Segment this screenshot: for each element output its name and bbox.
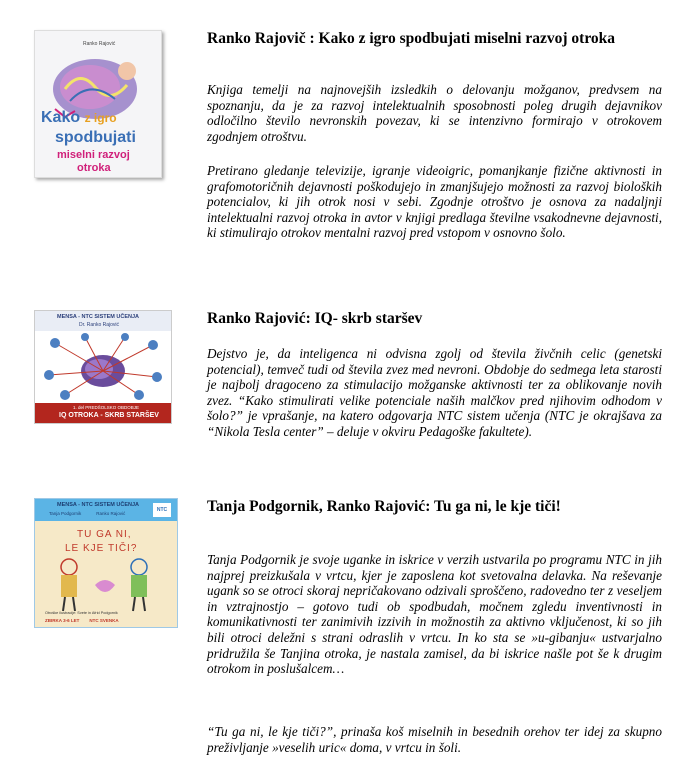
cover-z-igro: z igro bbox=[84, 111, 117, 125]
book-description: Knjiga temelji na najnovejših izsledkih o delovanju možganov, predvsem na spoznanju, da je za razvoj intelektualnih sposobnosti poleg drugih dejavnikov odločilno število nevronskih povezav, ki se intenzivno formirajo v otrokovem zgodnjem otroštvu. bbox=[207, 82, 662, 144]
cover-author: Ranko Rajović bbox=[83, 41, 116, 47]
book-title: Tanja Podgornik, Ranko Rajović: Tu ga ni, le kje tiči! bbox=[207, 498, 561, 515]
cover-title-line3: miselni razvoj bbox=[57, 149, 130, 161]
book-title: Ranko Rajovič : Kako z igro spodbujati miselni razvoj otroka bbox=[207, 30, 616, 47]
book-cover-image[interactable] bbox=[34, 310, 172, 424]
cover-title-line1 bbox=[41, 109, 117, 127]
book-description: Dejstvo je, da inteligenca ni odvisna zgolj od števila živčnih celic (genetski potencial), temveč tudi od števila zvez med nevroni. Obdobje do sedmega leta starosti je najbolj dragoceno za stimulacijo možganske aktivnosti ter za oblikovanje novih zvez. “Kako stimulirati velike potenciale naših malčkov pred njihovim odhodom v šolo?” je vprašanje, na katero odgovarja NTC sistem učenja (NTC je okrajšava za “Nikola Tesla center” – deluje v okviru Pedagoške fakultete). bbox=[207, 346, 662, 439]
book-title: Ranko Rajović: IQ- skrb staršev bbox=[207, 310, 423, 327]
ntc-logo: NTC bbox=[153, 503, 171, 517]
book-description: Tanja Podgornik je svoje uganke in iskrice v verzih ustvarila po programu NTC in jih najprej preizkušala v vrtcu, kjer je zaposlena kot svetovalna delavka. Na reševanje ugank so se otroci skoraj nepričakovano odzivali sproščeno, radovedno ter z veseljem in vztrajnostjo – gotovo tudi ob spodbudah, močnem zgledu inventivnosti in komunikativnosti ter zanimivih izzivih in možnostih za aktivno vključenost, ki so jih bili otroci deležni s strani odraslih v vrtcu. In ko sta se »u-gibanju« ustvarjalno pridružila še Tanjina otroka, je nastala zamisel, da bi iskrice našle pot še k drugim otrokom in poslušalcem… bbox=[207, 552, 662, 677]
cover-author: Dr. Ranko Rajović bbox=[79, 322, 120, 328]
cover-illustrators: Otroške ilustracije: Svete in Afrid Podgornik bbox=[45, 611, 118, 615]
book-entry bbox=[0, 490, 699, 769]
cover-series: MENSA - NTC SISTEM UČENJA bbox=[57, 314, 139, 320]
cover-series-footer: ZBIRKA 3-6 LET NTC SVENKA bbox=[45, 618, 119, 623]
cover-hand-title: TU GA NI, bbox=[77, 529, 132, 540]
cover-series: MENSA - NTC SISTEM UČENJA bbox=[57, 502, 139, 508]
cover-subtitle: 1. del PREDŠOLSKO OBDOBJE bbox=[73, 405, 140, 410]
cover-authors: Tanja Podgornik Ranko Rajović bbox=[49, 511, 126, 516]
children-drawing bbox=[35, 555, 177, 615]
cover-title-line2: spodbujati bbox=[55, 129, 136, 146]
cover-kako: Kako bbox=[41, 109, 81, 126]
book-cover-image[interactable] bbox=[34, 30, 162, 178]
book-entry bbox=[0, 300, 699, 470]
book-description: “Tu ga ni, le kje tiči?”, prinaša koš miselnih in besednih orehov ter idej za skupno preživljanje »veselih uric« doma, v vrtcu in šoli. bbox=[207, 724, 662, 755]
cover-hand-title: LE KJE TIČI? bbox=[65, 543, 138, 554]
book-cover-image[interactable] bbox=[34, 498, 178, 628]
book-entry bbox=[0, 0, 699, 290]
brain-illustration bbox=[35, 331, 171, 401]
cover-title-line4: otroka bbox=[77, 162, 111, 174]
cover-title: IQ OTROKA - SKRB STARŠEV bbox=[59, 412, 159, 419]
book-description: Pretirano gledanje televizije, igranje videoigric, pomanjkanje fizične aktivnosti in grafomotoričnih dejavnosti poškodujejo in zmanjšujejo možnosti za razvoj bioloških potencialov, ki jih otrok nosi v sebi. Zgodnje otroštvo je osnova za nadaljnji intelektualni razvoj otroka in avtor v knjigi predlaga številne vsakodnevne dejavnosti, ki stimulirajo otrokov mentalni razvoj pred vstopom v osnovno šolo. bbox=[207, 163, 662, 241]
